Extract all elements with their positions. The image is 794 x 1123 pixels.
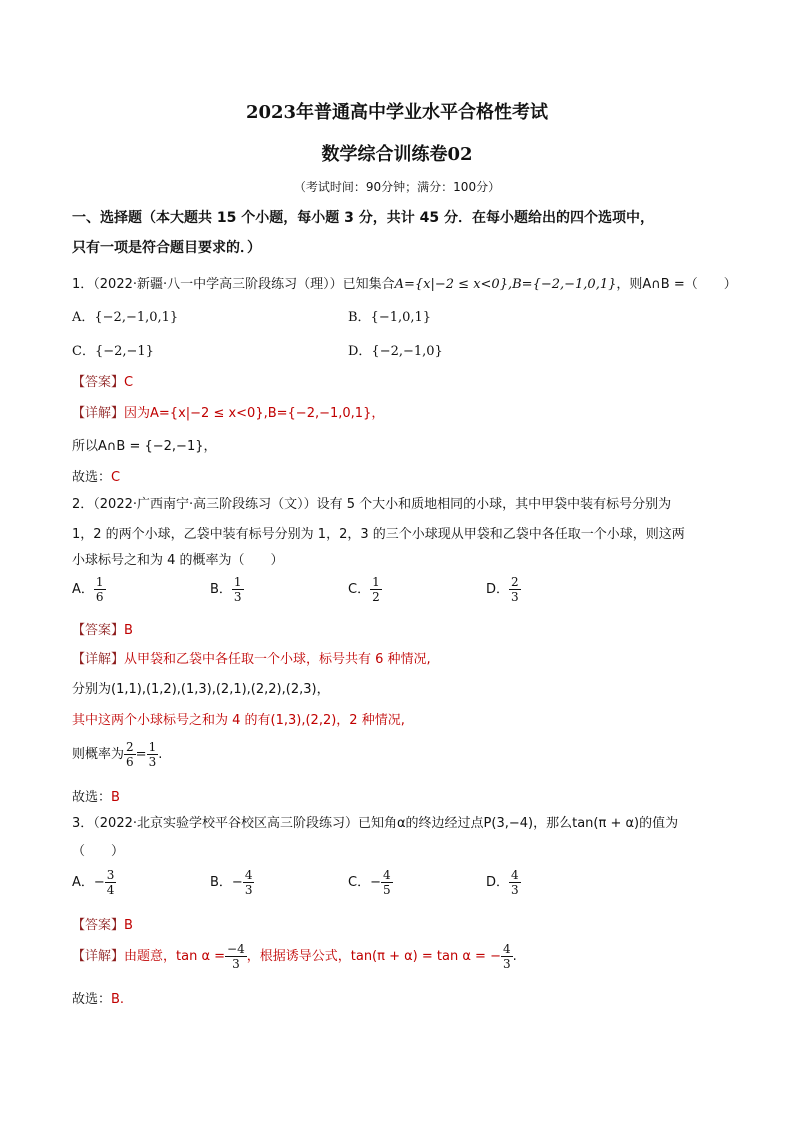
q3-option-a-num: 3 [106, 868, 115, 882]
q2-answer-value: B [124, 623, 133, 638]
q1-option-c: C．{−2,−1} [72, 344, 154, 359]
q3-detail-den2: 3 [502, 957, 511, 971]
q2-option-d [486, 575, 521, 604]
q3-answer-value: B [124, 918, 133, 933]
q3-answer [72, 914, 133, 933]
q2-option-a-den: 6 [95, 590, 104, 604]
q2-option-a-fraction [94, 575, 106, 604]
q3-detail-num2: 4 [502, 942, 511, 956]
q2-stem-line1: 2．（2022·广西南宁·高三阶段练习（文））设有 5 个大小和质地相同的小球，其中甲袋中装有标号分别为 [72, 497, 672, 512]
q2-conclusion: 故选：B [72, 790, 120, 805]
q1-conclusion-letter: C [111, 470, 121, 485]
q3-option-c-num: 4 [382, 868, 391, 882]
q1-conclusion: 故选：C [72, 470, 121, 485]
q2-detail-line2: 分别为(1,1),(1,2),(1,3),(2,1),(2,2),(2,3)， [72, 682, 330, 697]
q2-detail-line4 [72, 740, 162, 769]
q3-option-a [72, 868, 116, 897]
q3-option-d [486, 868, 521, 897]
q3-option-a-den: 4 [106, 883, 115, 897]
q2-option-b-num: 1 [233, 575, 242, 589]
q1-answer [72, 371, 133, 390]
q1-detail [72, 402, 384, 421]
q2-option-b-fraction [232, 575, 244, 604]
q2-option-b-den: 3 [233, 590, 242, 604]
section-heading-line1: 一、选择题（本大题共 15 个小题，每小题 3 分，共计 45 分．在每小题给出的四个选项中， [72, 210, 654, 226]
q1-detail-line1: 因为A={x|−2 ≤ x<0},B={−2,−1,0,1}， [124, 406, 385, 421]
q1-set-b: ,B={−2,−1,0,1} [507, 277, 617, 292]
q3-detail-frac1 [225, 942, 247, 971]
q3-option-b-den: 3 [244, 883, 253, 897]
q3-stem-line1: 3．（2022·北京实验学校平谷校区高三阶段练习）已知角α的终边经过点P(3,−4)，那么tan(π + α)的值为 [72, 816, 679, 831]
q2-detail4-frac1 [124, 740, 136, 769]
q3-answer-label: 【答案】 [72, 918, 125, 933]
q2-detail4-suffix: . [158, 747, 163, 762]
q2-conclusion-letter: B [111, 790, 120, 805]
q3-stem-line2: （ ） [72, 844, 125, 859]
q3-detail [72, 942, 517, 971]
q3-option-c-label: C．− [348, 875, 381, 890]
q2-detail4-frac2 [147, 740, 159, 769]
q2-option-a [72, 575, 106, 604]
q2-option-d-label: D． [486, 582, 510, 597]
q2-detail4-eq: = [135, 747, 147, 762]
q3-option-a-label: A．− [72, 875, 105, 890]
q3-detail-suffix: . [512, 949, 517, 964]
q2-answer-label: 【答案】 [72, 623, 125, 638]
q3-option-c [348, 868, 393, 897]
q1-set-a: A={x|−2 ≤ x<0} [394, 277, 508, 292]
q2-detail-label: 【详解】 [72, 652, 125, 667]
document-subtitle: 数学综合训练卷02 [321, 144, 473, 165]
section-heading-line2: 只有一项是符合题目要求的．） [72, 240, 261, 256]
q2-option-b [210, 575, 244, 604]
q2-option-b-label: B． [210, 582, 232, 597]
q2-answer [72, 619, 133, 638]
q2-detail-line3: 其中这两个小球标号之和为 4 的有(1,3),(2,2)，2 种情况, [72, 713, 405, 728]
q1-option-a: A．{−2,−1,0,1} [72, 310, 179, 325]
q2-option-c-den: 2 [372, 590, 380, 604]
q1-answer-value: C [124, 375, 134, 390]
q1-detail-label: 【详解】 [72, 406, 125, 421]
q1-detail-line2: 所以A∩B = {−2,−1}， [72, 439, 217, 454]
q2-detail-line1: 从甲袋和乙袋中各任取一个小球，标号共有 6 种情况, [124, 652, 431, 667]
q3-option-a-fraction [105, 868, 117, 897]
q3-option-c-den: 5 [382, 883, 391, 897]
q3-option-d-num: 4 [511, 868, 519, 882]
q3-option-b-num: 4 [244, 868, 253, 882]
q3-detail-num1: −4 [227, 942, 245, 956]
q2-detail4-prefix: 则概率为 [72, 747, 125, 762]
q2-detail4-num2: 1 [148, 740, 157, 754]
q3-option-b [210, 868, 254, 897]
q1-stem-prefix: 1．（2022·新疆·八一中学高三阶段练习（理））已知集合 [72, 277, 395, 292]
q3-detail-frac2 [501, 942, 513, 971]
exam-info: （考试时间：90分钟；满分：100分） [293, 180, 501, 194]
document-title: 2023年普通高中学业水平合格性考试 [245, 102, 549, 123]
q2-option-c-label: C． [348, 582, 371, 597]
q2-detail4-den1: 6 [126, 755, 134, 769]
q3-detail-mid: ，根据诱导公式，tan(π + α) = tan α = − [246, 949, 501, 964]
q2-stem-line3: 小球标号之和为 4 的概率为（ ） [72, 553, 284, 568]
q1-answer-label: 【答案】 [72, 375, 125, 390]
q2-option-c-num: 1 [372, 575, 380, 589]
q3-option-d-fraction [509, 868, 521, 897]
q3-option-d-label: D． [486, 875, 510, 890]
q3-option-b-label: B．− [210, 875, 243, 890]
q3-detail-label: 【详解】 [72, 949, 125, 964]
q2-option-c [348, 575, 382, 604]
q1-stem-suffix: ，则A∩B =（ ） [616, 277, 737, 292]
q1-option-d: D．{−2,−1,0} [348, 344, 443, 359]
q3-option-c-fraction [381, 868, 393, 897]
q2-option-d-fraction [509, 575, 521, 604]
q3-conclusion: 故选：B. [72, 992, 125, 1007]
q3-detail-prefix: 由题意，tan α = [124, 949, 226, 964]
q3-conclusion-letter: B. [111, 992, 125, 1007]
q2-stem-line2: 1，2 的两个小球，乙袋中装有标号分别为 1，2，3 的三个小球现从甲袋和乙袋中各任取一个小球，则这两 [72, 527, 685, 542]
q2-option-d-num: 2 [511, 575, 519, 589]
q2-detail4-num1: 2 [126, 740, 134, 754]
q2-detail [72, 648, 431, 667]
q2-option-d-den: 3 [511, 590, 519, 604]
q2-option-a-label: A． [72, 582, 94, 597]
q3-option-d-den: 3 [511, 883, 519, 897]
q1-stem [72, 273, 737, 292]
q1-option-b: B．{−1,0,1} [348, 310, 432, 325]
q2-detail4-den2: 3 [148, 755, 157, 769]
q3-detail-den1: 3 [232, 957, 240, 971]
q3-option-b-fraction [243, 868, 255, 897]
q2-option-a-num: 1 [95, 575, 104, 589]
q2-option-c-fraction [370, 575, 382, 604]
